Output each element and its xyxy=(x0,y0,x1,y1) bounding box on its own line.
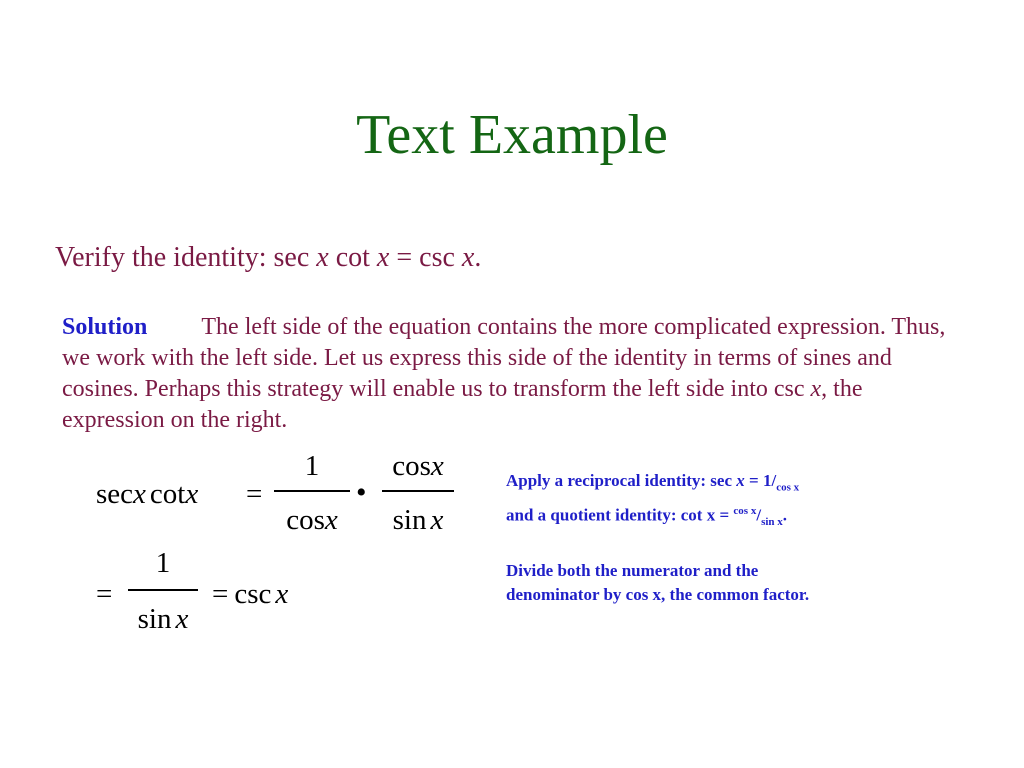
eq1-sec: sec xyxy=(96,478,134,510)
fraction-bar xyxy=(382,490,454,492)
eq1-frac1-numerator: 1 xyxy=(304,450,320,482)
problem-var: x xyxy=(376,242,390,273)
eq1-var: x xyxy=(185,478,199,510)
eq1-fraction-2 xyxy=(382,448,454,538)
eq2-frac-denominator: sin x xyxy=(137,603,189,635)
problem-eq: = csc xyxy=(389,242,462,273)
note2-line2: denominator by cos x, the common factor. xyxy=(506,585,810,604)
problem-prefix: Verify the identity: sec xyxy=(55,242,317,273)
eq1-fraction-1 xyxy=(274,448,350,538)
eq2-equals: = xyxy=(96,578,113,610)
note1-line2: and a quotient identity: $\cot x = ^{cos x}/_{sin x}$. xyxy=(506,505,788,529)
solution-label: Solution xyxy=(62,314,148,340)
solution-var: x xyxy=(810,376,822,402)
equation-1 xyxy=(96,448,476,538)
fraction-bar xyxy=(128,589,198,591)
solution-text: The left side of the equation contains the more complicated expression. Thus, we work with the left side. Let us express this side of the identity in terms of sines and cosines. Perhaps this strategy will enable us to transform the left side into csc xyxy=(62,314,946,402)
note2-line1: Divide both the numerator and the xyxy=(506,561,759,580)
solution-paragraph xyxy=(62,312,962,436)
solution-text-end: , the expression on the right. xyxy=(62,376,863,433)
equation-2 xyxy=(96,545,356,637)
eq1-cot: cot xyxy=(149,478,186,510)
problem-var: x xyxy=(316,242,329,273)
eq1-multiply-dot: • xyxy=(356,476,367,509)
problem-end: . xyxy=(474,242,482,273)
problem-cot: cot xyxy=(328,242,377,273)
note1-line1: Apply a reciprocal identity: $\sec x = 1/_{cos x}$ xyxy=(506,471,800,494)
eq1-frac2-denominator: sin x xyxy=(392,504,444,536)
eq1-lhs xyxy=(96,478,198,511)
slide-title: Text Example xyxy=(356,104,668,166)
eq2-rhs: = csc x xyxy=(212,578,289,610)
eq1-frac2-numerator: cosx xyxy=(392,450,444,482)
eq1-frac1-denominator: cosx xyxy=(286,504,338,536)
eq2-fraction xyxy=(128,545,198,637)
note-reciprocal-identity xyxy=(506,469,799,534)
eq1-equals: = xyxy=(246,478,263,510)
eq1-var: x xyxy=(133,478,146,510)
fraction-bar xyxy=(274,490,350,492)
problem-statement xyxy=(55,240,481,276)
problem-var: x xyxy=(461,242,475,273)
note-divide xyxy=(506,559,809,607)
eq2-frac-numerator: 1 xyxy=(155,547,171,579)
